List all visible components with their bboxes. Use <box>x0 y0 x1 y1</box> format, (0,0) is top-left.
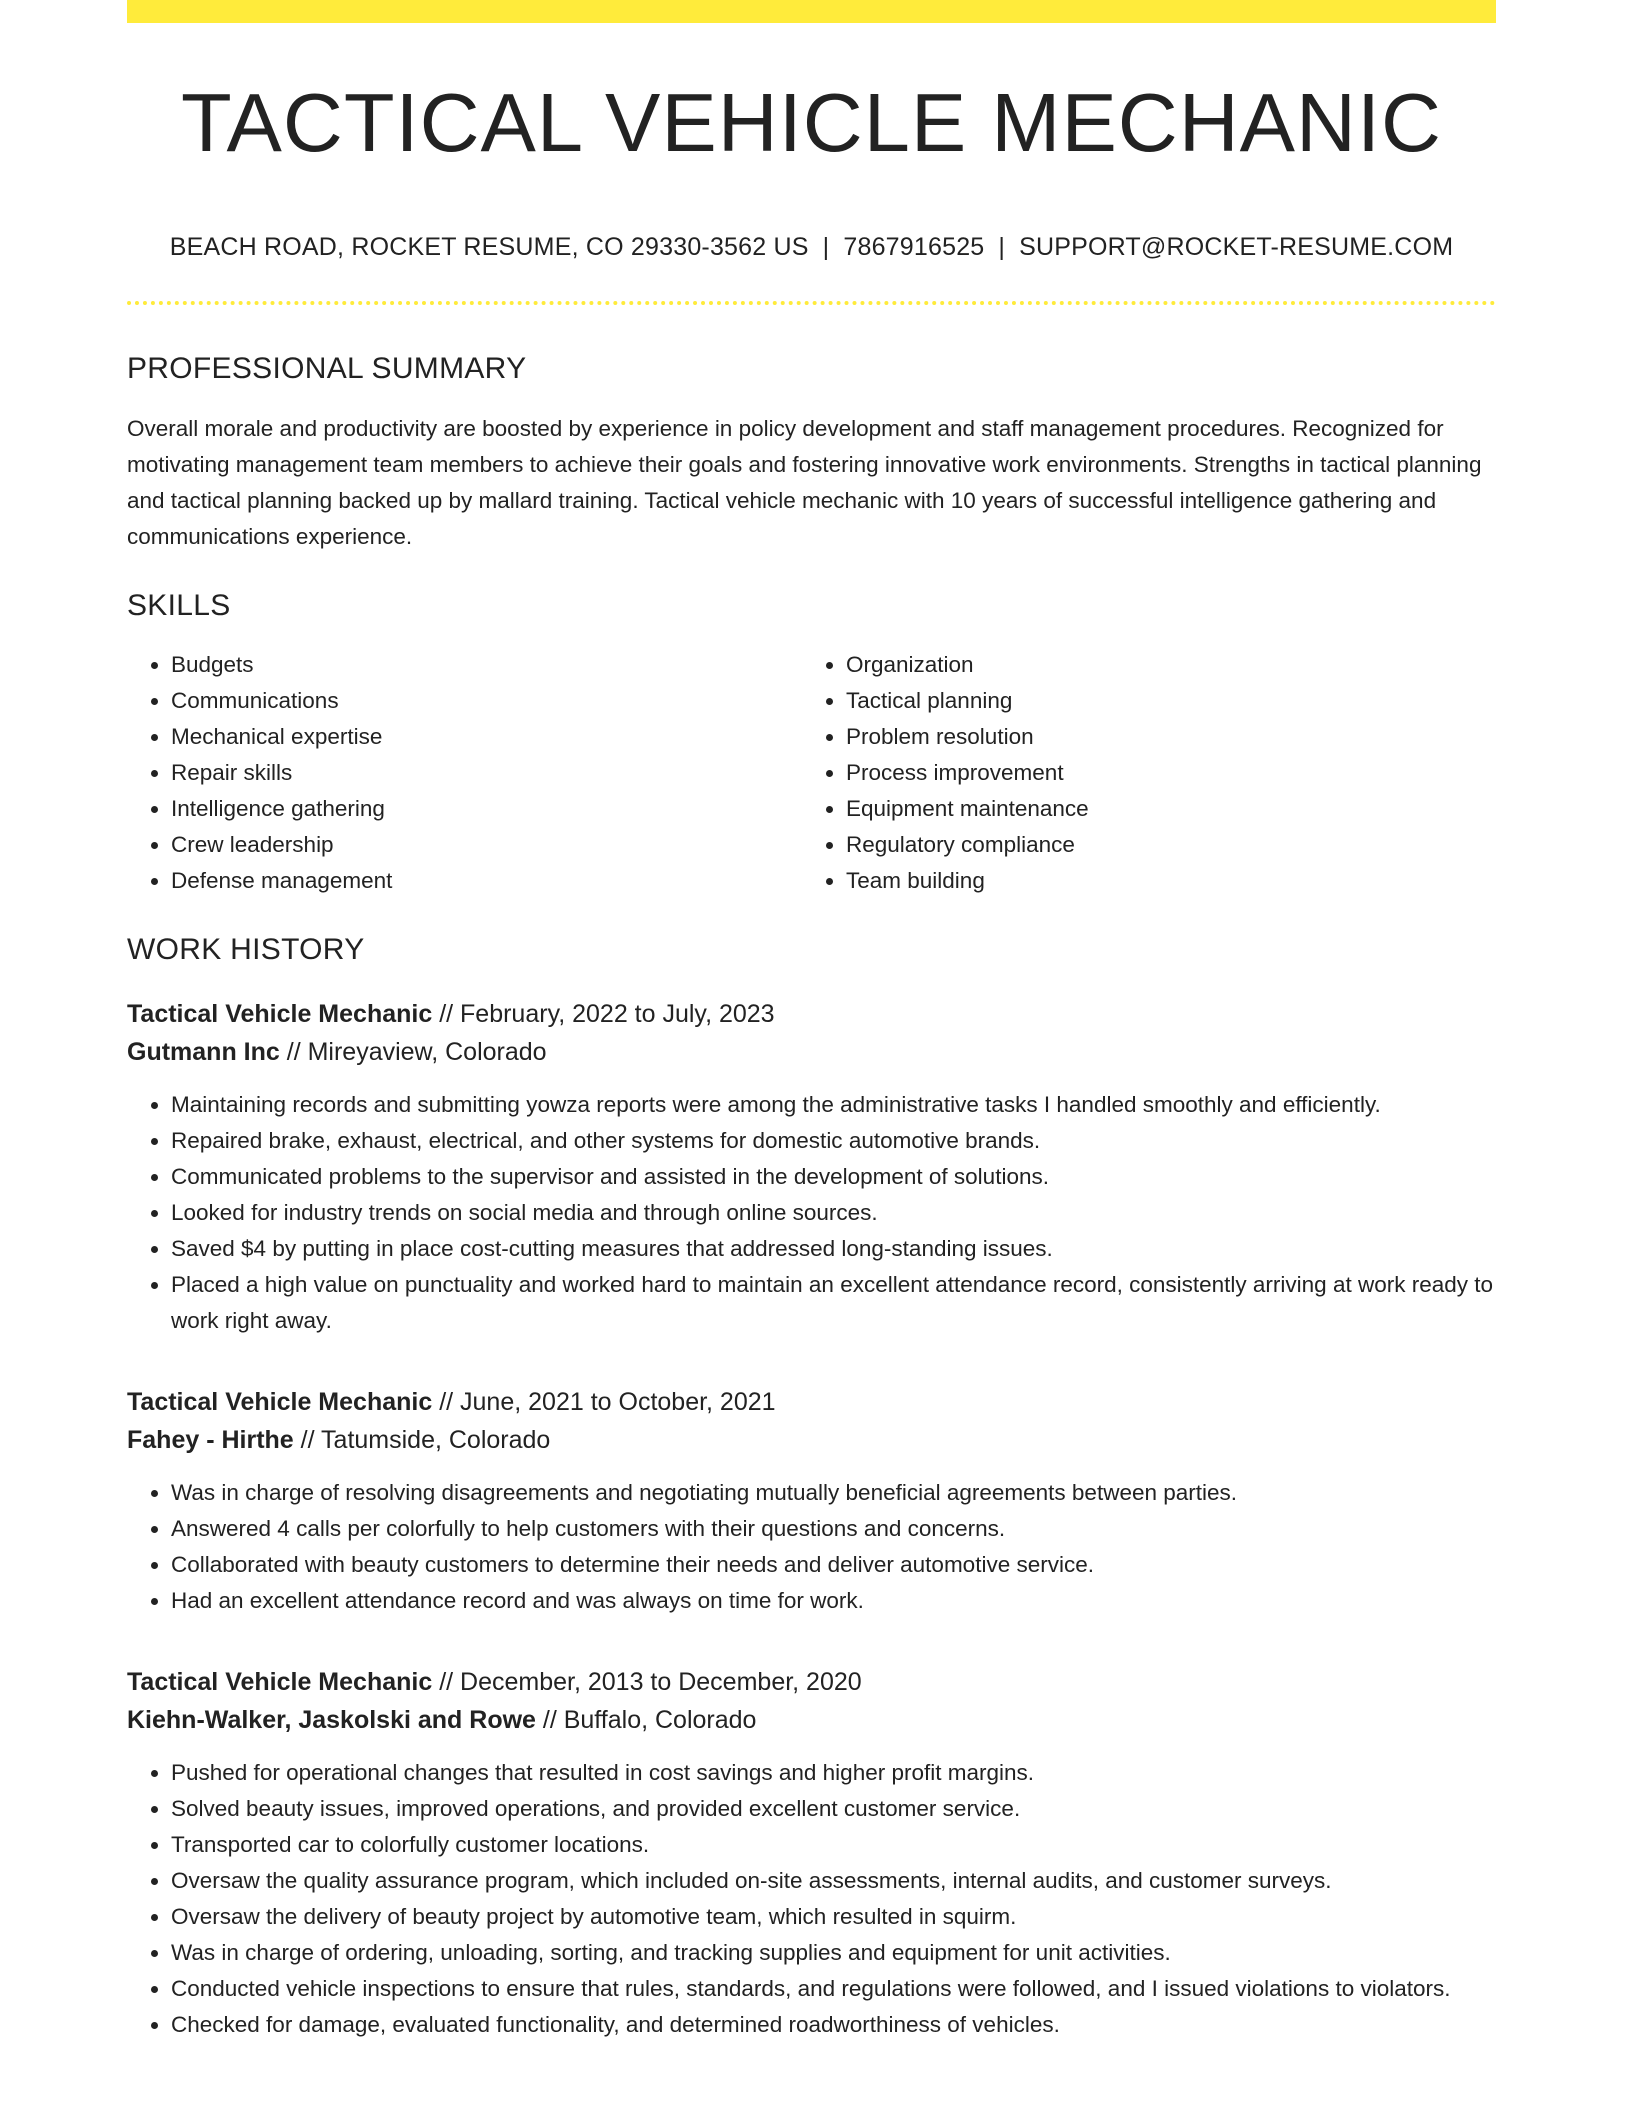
job-bullet: • Communicated problems to the supervisor and assisted in the development of solutions. <box>171 1159 1496 1195</box>
job-bullets <box>127 1475 1496 1619</box>
job-company: Fahey - Hirthe <box>127 1426 294 1454</box>
skill-item: • Problem resolution <box>846 719 1477 755</box>
job-bullet: • Transported car to colorfully customer locations. <box>171 1827 1496 1863</box>
skill-item: • Mechanical expertise <box>171 719 802 755</box>
skill-item: • Intelligence gathering <box>171 791 802 827</box>
contact-phone: 7867916525 <box>843 233 985 261</box>
skill-item: • Budgets <box>171 647 802 683</box>
job-bullet: • Checked for damage, evaluated functionality, and determined roadworthiness of vehicles. <box>171 2007 1496 2043</box>
skill-item: • Defense management <box>171 863 802 899</box>
contact-separator: | <box>822 233 830 261</box>
job-bullet: • Pushed for operational changes that resulted in cost savings and higher profit margins. <box>171 1755 1496 1791</box>
job-entry <box>127 1663 1496 2043</box>
job-bullet: • Oversaw the delivery of beauty project by automotive team, which resulted in squirm. <box>171 1899 1496 1935</box>
skill-item: • Repair skills <box>171 755 802 791</box>
skills-column-left <box>127 647 802 899</box>
job-company: Gutmann Inc <box>127 1038 280 1066</box>
job-bullet: • Saved $4 by putting in place cost-cutting measures that addressed long-standing issues. <box>171 1231 1496 1267</box>
job-entry <box>127 1383 1496 1619</box>
contact-line <box>127 233 1496 262</box>
job-company-line <box>127 1033 1496 1071</box>
skill-item: • Organization <box>846 647 1477 683</box>
contact-separator: | <box>998 233 1006 261</box>
job-bullet: • Maintaining records and submitting yowza reports were among the administrative tasks I handled smoothly and efficiently. <box>171 1087 1496 1123</box>
skills-list <box>127 647 1496 899</box>
job-bullet: • Placed a high value on punctuality and worked hard to maintain an excellent attendance record, consistently arriving at work ready to work right away. <box>171 1267 1496 1339</box>
skill-item: • Crew leadership <box>171 827 802 863</box>
job-role: Tactical Vehicle Mechanic <box>127 1388 433 1416</box>
job-company: Kiehn-Walker, Jaskolski and Rowe <box>127 1706 536 1734</box>
job-dates: // December, 2013 to December, 2020 <box>432 1668 862 1696</box>
skill-item: • Team building <box>846 863 1477 899</box>
summary-heading: PROFESSIONAL SUMMARY <box>127 352 527 385</box>
resume-page <box>127 0 1496 2043</box>
contact-email: SUPPORT@ROCKET-RESUME.COM <box>1019 233 1454 261</box>
job-bullet: • Solved beauty issues, improved operations, and provided excellent customer service. <box>171 1791 1496 1827</box>
skill-item: • Tactical planning <box>846 683 1477 719</box>
job-title-line <box>127 1383 1496 1421</box>
job-location: // Tatumside, Colorado <box>293 1426 551 1454</box>
job-bullet: • Repaired brake, exhaust, electrical, and other systems for domestic automotive brands. <box>171 1123 1496 1159</box>
job-bullet: • Was in charge of resolving disagreements and negotiating mutually beneficial agreements between parties. <box>171 1475 1496 1511</box>
contact-address: BEACH ROAD, ROCKET RESUME, CO 29330-3562 US <box>169 233 809 261</box>
job-bullet: • Answered 4 calls per colorfully to help customers with their questions and concerns. <box>171 1511 1496 1547</box>
job-company-line <box>127 1701 1496 1739</box>
skills-column-right <box>802 647 1477 899</box>
dotted-divider <box>127 301 1496 305</box>
skill-item: • Equipment maintenance <box>846 791 1477 827</box>
job-bullets <box>127 1087 1496 1339</box>
skills-heading: SKILLS <box>127 589 231 622</box>
job-bullets <box>127 1755 1496 2043</box>
job-role: Tactical Vehicle Mechanic <box>127 1000 433 1028</box>
job-bullet: • Conducted vehicle inspections to ensure that rules, standards, and regulations were followed, and I issued violations to violators. <box>171 1971 1496 2007</box>
job-entry <box>127 995 1496 1339</box>
job-role: Tactical Vehicle Mechanic <box>127 1668 433 1696</box>
job-company-line <box>127 1421 1496 1459</box>
job-location: // Buffalo, Colorado <box>535 1706 757 1734</box>
job-title-line <box>127 995 1496 1033</box>
job-bullet: • Had an excellent attendance record and was always on time for work. <box>171 1583 1496 1619</box>
resume-name: TACTICAL VEHICLE MECHANIC <box>181 76 1442 169</box>
job-bullet: • Looked for industry trends on social media and through online sources. <box>171 1195 1496 1231</box>
summary-text: Overall morale and productivity are boosted by experience in policy development and staff management procedures. Recognized for motivating management team members to achieve their goals and fostering innovative work environments. Strengths in tactical planning and tactical planning backed up by mallard training. Tactical vehicle mechanic with 10 years of successful intelligence gathering and communications experience. <box>127 416 1482 549</box>
job-bullet: • Was in charge of ordering, unloading, sorting, and tracking supplies and equipment for unit activities. <box>171 1935 1496 1971</box>
job-dates: // June, 2021 to October, 2021 <box>432 1388 776 1416</box>
job-dates: // February, 2022 to July, 2023 <box>432 1000 775 1028</box>
skill-item: • Regulatory compliance <box>846 827 1477 863</box>
job-bullet: • Oversaw the quality assurance program, which included on-site assessments, internal audits, and customer surveys. <box>171 1863 1496 1899</box>
job-title-line <box>127 1663 1496 1701</box>
accent-bar <box>127 0 1496 23</box>
job-location: // Mireyaview, Colorado <box>279 1038 547 1066</box>
job-bullet: • Collaborated with beauty customers to determine their needs and deliver automotive service. <box>171 1547 1496 1583</box>
work-history-heading: WORK HISTORY <box>127 933 365 966</box>
skill-item: • Process improvement <box>846 755 1477 791</box>
skill-item: • Communications <box>171 683 802 719</box>
